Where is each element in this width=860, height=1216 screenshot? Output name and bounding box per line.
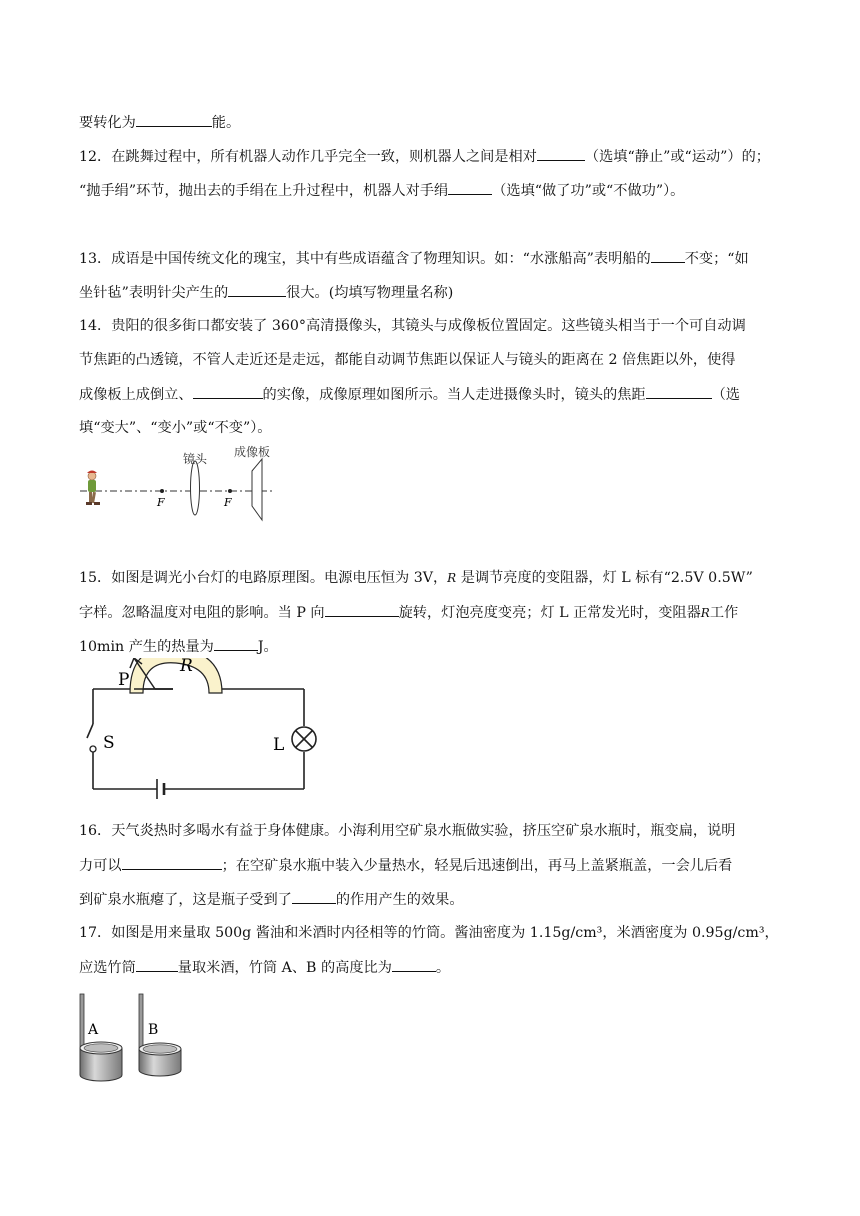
q11-text <box>79 112 240 133</box>
board-label: 成像板 <box>234 445 271 459</box>
lens-label: 镜头 <box>183 452 208 466</box>
q13-blank2[interactable] <box>228 282 286 297</box>
lamp-symbol <box>292 727 316 751</box>
q14-line2: 节焦距的凸透镜，不管人走近还是走远，都能自动调节焦距以保证人与镜头的距离在 2 倍焦距以外，使得 <box>79 352 736 368</box>
q17-line2: 应选竹筒 量取米酒，竹筒 A、B 的高度比为 。 <box>79 957 450 978</box>
focal-point-left <box>160 489 164 493</box>
lens-imaging-figure <box>76 440 286 522</box>
q12-line1: 12．在跳舞过程中，所有机器人动作几乎完全一致，则机器人之间是相对 （选填“静止”或“运动”）的； <box>79 146 770 167</box>
q16-line1: 16．天气炎热时多喝水有益于身体健康。小海利用空矿泉水瓶做实验，挤压空矿泉水瓶时，瓶变扁，说明 <box>79 823 736 839</box>
focal-label-right: F <box>224 496 232 509</box>
q11-answer-blank[interactable] <box>136 112 212 127</box>
person-icon <box>86 471 100 506</box>
q13-blank1[interactable] <box>651 248 685 263</box>
tube-b <box>139 994 181 1076</box>
q12-blank1[interactable] <box>537 146 585 161</box>
q11-text-a: 要转化为 <box>79 115 136 131</box>
q12-line2: “抛手绢”环节，抛出去的手绢在上升过程中，机器人对手绢 （选填“做了功”或“不做功”）。 <box>79 180 684 201</box>
q14-blank2[interactable] <box>646 384 712 399</box>
q17-blank2[interactable] <box>392 957 436 972</box>
tube-a-label: A <box>88 1022 99 1038</box>
tube-a <box>80 994 122 1081</box>
lamp-label: L <box>273 735 285 755</box>
switch-lever <box>87 724 93 738</box>
q17-line1: 17．如图是用来量取 500g 酱油和米酒时内径相等的竹筒。酱油密度为 1.15g/cm³，米酒密度为 0.95g/cm³， <box>79 925 779 941</box>
q16-line2: 力可以 ；在空矿泉水瓶中装入少量热水，轻晃后迅速倒出，再马上盖紧瓶盖，一会儿后看 <box>79 855 732 876</box>
convex-lens <box>191 461 200 515</box>
q17-blank1[interactable] <box>136 957 178 972</box>
q15-line2: 字样。忽略温度对电阻的影响。当 P 向 旋转，灯泡亮度变亮；灯 L 正常发光时，变阻器R工作 <box>79 602 738 623</box>
q14-line4: 填“变大”、“变小”或“不变”）。 <box>79 420 272 436</box>
bamboo-tubes-figure <box>74 990 194 1085</box>
q14-line1: 14．贵阳的很多街口都安装了 360°高清摄像头，其镜头与成像板位置固定。这些镜头相当于一个可自动调 <box>79 318 746 334</box>
q13-line2: 坐针毡”表明针尖产生的 很大。(均填写物理量名称) <box>79 282 453 303</box>
q15-line3: 10min 产生的热量为 J。 <box>79 636 278 657</box>
q16-line3: 到矿泉水瓶瘪了，这是瓶子受到了 的作用产生的效果。 <box>79 889 464 910</box>
q14-line3: 成像板上成倒立、 的实像，成像原理如图所示。当人走进摄像头时，镜头的焦距 （选 <box>79 384 740 405</box>
q13-line1: 13．成语是中国传统文化的瑰宝，其中有些成语蕴含了物理知识。如：“水涨船高”表明船的 不变；“如 <box>79 248 749 269</box>
rheostat-label: R <box>180 658 193 676</box>
slider-label: P <box>118 670 130 690</box>
q15-blank2[interactable] <box>214 636 258 651</box>
focal-point-right <box>228 489 232 493</box>
q16-blank1[interactable] <box>122 855 222 870</box>
tube-b-label: B <box>148 1022 159 1038</box>
q16-blank2[interactable] <box>292 889 336 904</box>
q11-text-b: 能。 <box>211 115 241 131</box>
switch-contact <box>90 746 96 752</box>
switch-label: S <box>103 733 115 753</box>
q15-blank1[interactable] <box>325 602 399 617</box>
rheostat-arc <box>130 658 222 693</box>
focal-label-left: F <box>157 496 165 509</box>
q12-blank2[interactable] <box>448 180 492 195</box>
q15-line1: 15．如图是调光小台灯的电路原理图。电源电压恒为 3V，R 是调节亮度的变阻器，灯 L 标有“2.5V 0.5W” <box>79 570 753 586</box>
imaging-board <box>252 459 262 520</box>
dimmer-circuit-figure <box>76 658 326 808</box>
q14-blank1[interactable] <box>193 384 263 399</box>
